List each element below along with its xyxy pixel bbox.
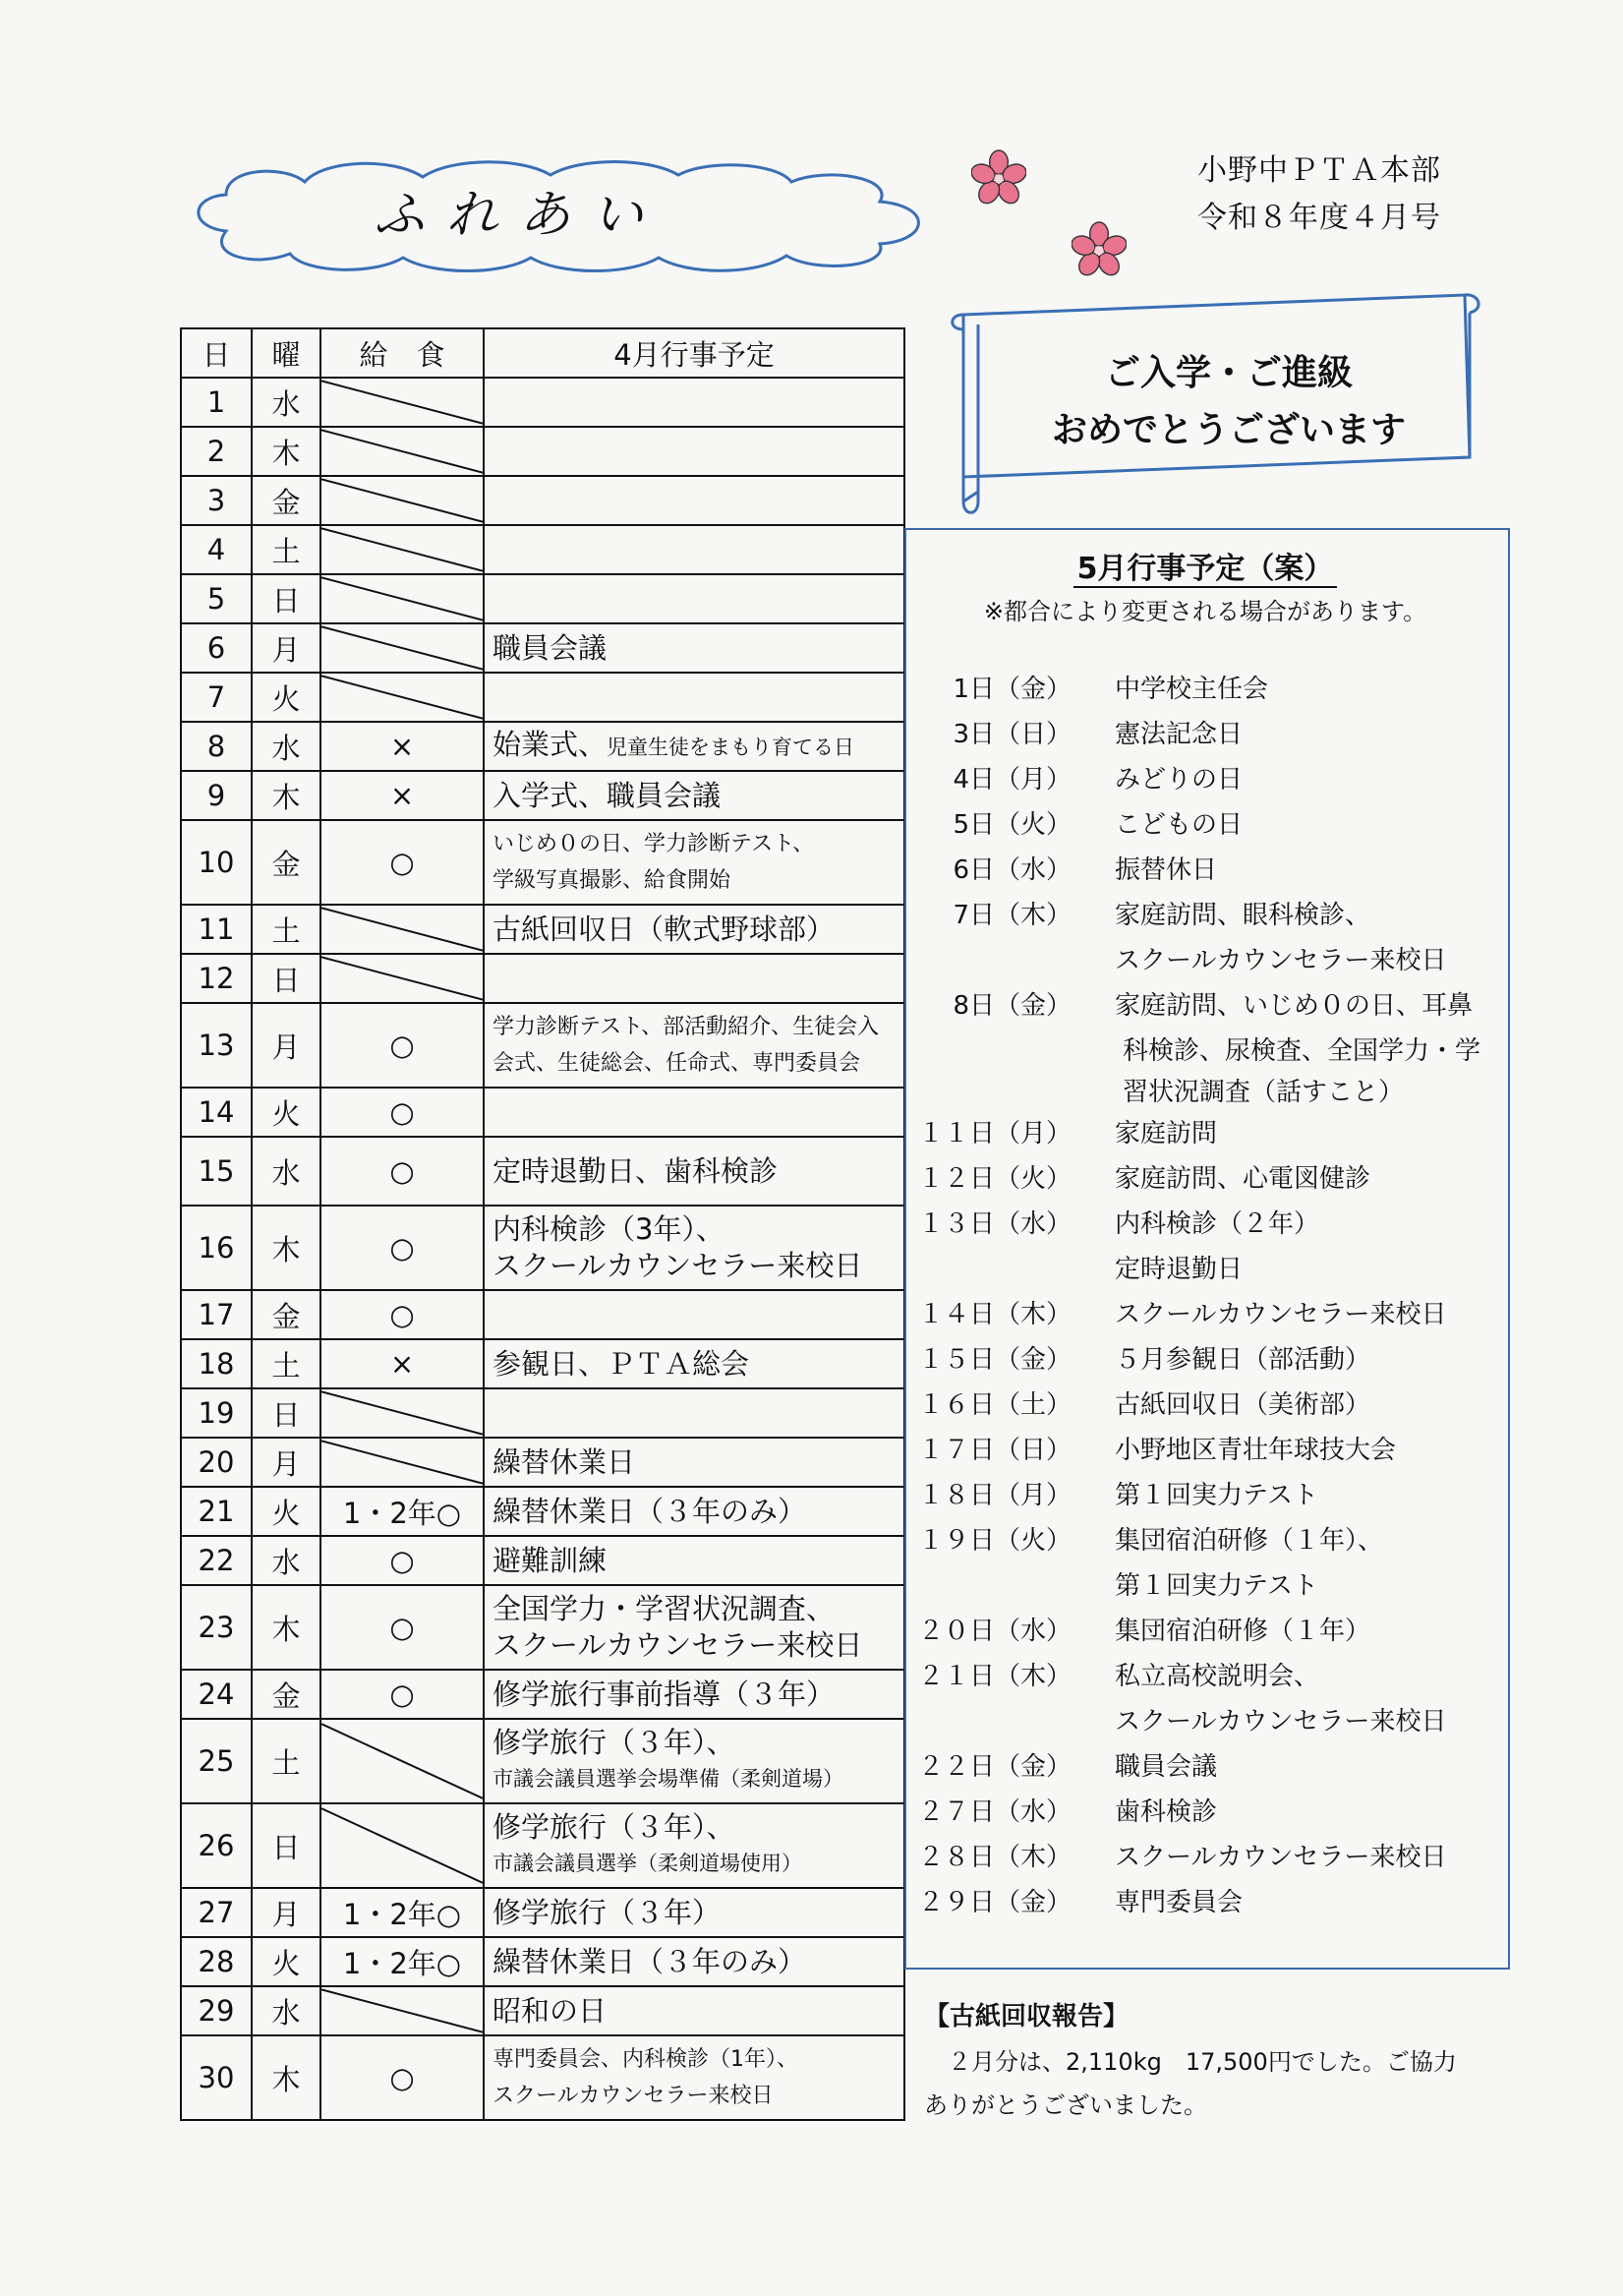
day-cell: 12	[181, 954, 252, 1003]
no-lunch-slash	[321, 906, 483, 953]
event-cell	[484, 820, 904, 905]
table-row	[181, 1137, 904, 1206]
may-event-item	[914, 1158, 1370, 1195]
may-event-text: こどもの日	[1115, 810, 1244, 840]
event-cell	[484, 1719, 904, 1803]
may-event-item	[914, 759, 1243, 795]
table-row	[181, 1585, 904, 1670]
event-line: いじめ０の日、学力診断テスト、	[493, 832, 815, 856]
day-cell: 26	[181, 1803, 252, 1888]
event-cell	[484, 1088, 904, 1137]
weekday-cell: 水	[252, 378, 320, 427]
may-event-date: １７日（日）	[917, 1436, 1072, 1465]
may-event-item	[914, 895, 1370, 931]
table-row	[181, 771, 904, 820]
day-cell: 24	[181, 1670, 252, 1719]
lunch-cell: ○	[320, 1137, 484, 1206]
no-lunch-slash	[321, 428, 483, 475]
table-row	[181, 1438, 904, 1487]
event-line: 繰替休業日（３年のみ）	[493, 1494, 807, 1528]
no-lunch-slash	[321, 624, 483, 672]
table-row	[181, 378, 904, 427]
event-line: 内科検診（3年）、	[493, 1212, 725, 1246]
weekday-cell: 金	[252, 476, 320, 525]
event-cell	[484, 905, 904, 954]
day-cell: 2	[181, 427, 252, 476]
table-row	[181, 1986, 904, 2035]
event-cell	[484, 2035, 904, 2120]
header-lunch: 給 食	[320, 328, 484, 378]
no-lunch-slash	[321, 379, 483, 426]
event-cell	[484, 1986, 904, 2035]
table-row	[181, 1290, 904, 1339]
table-row	[181, 1339, 904, 1388]
lunch-cell	[320, 673, 484, 722]
event-cell	[484, 1585, 904, 1670]
may-event-text: スクールカウンセラー来校日	[1115, 1843, 1447, 1872]
event-cell	[484, 1339, 904, 1388]
day-cell: 30	[181, 2035, 252, 2120]
lunch-cell: ○	[320, 2035, 484, 2120]
may-event-item	[914, 1113, 1217, 1149]
weekday-cell: 水	[252, 1986, 320, 2035]
event-line: 修学旅行（３年）、	[493, 1726, 735, 1759]
weekday-cell: 木	[252, 427, 320, 476]
table-row	[181, 1487, 904, 1536]
may-event-continuation: 科検診、尿検査、全国学力・学	[1123, 1036, 1481, 1066]
may-event-date: １５日（金）	[917, 1345, 1072, 1375]
event-line: スクールカウンセラー来校日	[493, 1628, 863, 1662]
header-events: 4月行事予定	[484, 328, 904, 378]
table-row	[181, 1388, 904, 1438]
may-event-date: １９日（火）	[917, 1526, 1072, 1556]
weekday-cell: 月	[252, 1438, 320, 1487]
lunch-cell: ×	[320, 1339, 484, 1388]
event-line: スクールカウンセラー来校日	[493, 1249, 863, 1282]
april-schedule-table	[180, 327, 905, 2121]
may-event-date: ２０日（水）	[917, 1617, 1072, 1646]
org-block	[1197, 147, 1441, 242]
day-cell: 27	[181, 1888, 252, 1937]
weekday-cell: 金	[252, 1290, 320, 1339]
event-line: 避難訓練	[493, 1543, 608, 1577]
day-cell: 19	[181, 1388, 252, 1438]
may-event-item	[914, 804, 1243, 841]
lunch-cell: 1・2年○	[320, 1487, 484, 1536]
event-cell	[484, 1290, 904, 1339]
may-event-text: 内科検診（２年）	[1115, 1209, 1320, 1239]
weekday-cell: 土	[252, 1719, 320, 1803]
event-cell	[484, 378, 904, 427]
table-row	[181, 1888, 904, 1937]
table-row	[181, 673, 904, 722]
table-row	[181, 476, 904, 525]
may-event-date: 5日（火）	[953, 810, 1072, 840]
no-lunch-slash	[321, 1804, 483, 1887]
table-row	[181, 623, 904, 673]
lunch-cell: ×	[320, 722, 484, 771]
may-title	[904, 544, 1506, 587]
lunch-cell: 1・2年○	[320, 1888, 484, 1937]
may-event-date: 7日（木）	[953, 901, 1072, 930]
event-line: 定時退勤日、歯科検診	[493, 1153, 779, 1188]
may-event-item	[914, 1520, 1383, 1557]
weekday-cell: 土	[252, 905, 320, 954]
event-line: 始業式、	[493, 728, 608, 761]
may-event-text: 古紙回収日（美術部）	[1115, 1390, 1371, 1420]
event-cell	[484, 954, 904, 1003]
may-event-date: ２９日（金）	[917, 1888, 1072, 1917]
event-cell	[484, 1438, 904, 1487]
day-cell: 23	[181, 1585, 252, 1670]
weekday-cell: 水	[252, 1137, 320, 1206]
may-event-text: 私立高校説明会、	[1115, 1662, 1320, 1691]
event-line: 修学旅行事前指導（３年）	[493, 1677, 836, 1711]
may-event-text: スクールカウンセラー来校日	[1115, 1300, 1447, 1329]
may-event-date: １１日（月）	[917, 1119, 1072, 1148]
no-lunch-slash	[321, 526, 483, 573]
lunch-cell: ○	[320, 1585, 484, 1670]
weekday-cell: 日	[252, 574, 320, 623]
day-cell: 3	[181, 476, 252, 525]
no-lunch-slash	[321, 674, 483, 721]
may-event-text: 振替休日	[1115, 855, 1218, 885]
april-schedule-body	[181, 378, 904, 2120]
lunch-cell: ○	[320, 1536, 484, 1585]
may-event-text: 小野地区青壮年球技大会	[1115, 1436, 1397, 1465]
may-event-date: １４日（木）	[917, 1300, 1072, 1329]
may-event-text: 歯科検診	[1115, 1797, 1218, 1827]
may-event-item	[914, 1746, 1217, 1783]
table-row	[181, 722, 904, 771]
table-row	[181, 1719, 904, 1803]
no-lunch-slash	[321, 1720, 483, 1802]
weekday-cell: 火	[252, 1088, 320, 1137]
may-event-item	[914, 1837, 1446, 1873]
weekday-cell: 火	[252, 1937, 320, 1986]
weekday-cell: 水	[252, 722, 320, 771]
cherry-blossom-icon	[1072, 221, 1127, 276]
may-event-continuation: 定時退勤日	[1115, 1255, 1244, 1284]
may-event-text: 家庭訪問、眼科検診、	[1115, 901, 1371, 930]
may-event-date: ２２日（金）	[917, 1752, 1072, 1782]
greeting-text	[1022, 344, 1435, 458]
event-line: 学級写真撮影、給食開始	[493, 868, 731, 893]
may-event-text: 集団宿泊研修（１年）	[1115, 1617, 1371, 1646]
greeting-line-2: おめでとうございます	[1051, 409, 1406, 450]
lunch-cell: 1・2年○	[320, 1937, 484, 1986]
may-event-text: 憲法記念日	[1115, 720, 1244, 749]
lunch-cell	[320, 525, 484, 574]
day-cell: 14	[181, 1088, 252, 1137]
event-line: 学力診断テスト、部活動紹介、生徒会入	[493, 1015, 880, 1039]
weekday-cell: 月	[252, 1003, 320, 1088]
paper-report-title: 【古紙回収報告】	[924, 2002, 1130, 2031]
may-event-item	[914, 714, 1243, 750]
day-cell: 22	[181, 1536, 252, 1585]
weekday-cell: 金	[252, 1670, 320, 1719]
may-event-item	[914, 985, 1473, 1022]
may-event-text: 専門委員会	[1115, 1888, 1244, 1917]
may-event-item	[914, 1204, 1319, 1240]
table-row	[181, 1670, 904, 1719]
day-cell: 8	[181, 722, 252, 771]
lunch-cell: ×	[320, 771, 484, 820]
day-cell: 5	[181, 574, 252, 623]
weekday-cell: 木	[252, 771, 320, 820]
lunch-cell	[320, 427, 484, 476]
table-row	[181, 427, 904, 476]
may-event-item	[914, 1792, 1217, 1828]
may-event-item	[914, 1430, 1396, 1466]
cherry-blossom-icon	[971, 149, 1026, 205]
event-line: スクールカウンセラー来校日	[493, 2084, 774, 2108]
may-event-date: 1日（金）	[953, 675, 1072, 704]
may-event-date: 4日（月）	[953, 765, 1072, 795]
may-event-continuation: スクールカウンセラー来校日	[1115, 1707, 1447, 1737]
weekday-cell: 日	[252, 1803, 320, 1888]
greeting-line-1: ご入学・ご進級	[1104, 352, 1353, 393]
day-cell: 10	[181, 820, 252, 905]
lunch-cell	[320, 574, 484, 623]
day-cell: 21	[181, 1487, 252, 1536]
may-event-date: 8日（金）	[953, 991, 1072, 1021]
event-cell	[484, 1206, 904, 1290]
may-event-text: 家庭訪問、心電図健診	[1115, 1164, 1371, 1194]
lunch-cell: ○	[320, 1206, 484, 1290]
event-cell	[484, 427, 904, 476]
event-cell	[484, 476, 904, 525]
event-line: 全国学力・学習状況調査、	[493, 1592, 836, 1625]
table-row	[181, 1003, 904, 1088]
event-cell	[484, 1937, 904, 1986]
may-event-item	[914, 1294, 1446, 1330]
event-cell	[484, 1888, 904, 1937]
may-event-text: ５月参観日（部活動）	[1115, 1345, 1371, 1375]
table-row	[181, 1937, 904, 1986]
lunch-cell	[320, 954, 484, 1003]
may-event-date: １６日（土）	[917, 1390, 1072, 1420]
may-event-text: 集団宿泊研修（１年）、	[1115, 1526, 1384, 1556]
event-cell	[484, 525, 904, 574]
day-cell: 16	[181, 1206, 252, 1290]
event-cell	[484, 1487, 904, 1536]
weekday-cell: 火	[252, 673, 320, 722]
no-lunch-slash	[321, 955, 483, 1002]
event-line: 修学旅行（３年）、	[493, 1810, 735, 1844]
lunch-cell	[320, 623, 484, 673]
may-event-text: みどりの日	[1115, 765, 1244, 795]
paper-report-text: ２月分は、2,110kg 17,500円でした。ご協力ありがとうございました。	[924, 2048, 1457, 2119]
may-note: ※都合により変更される場合があります。	[983, 598, 1427, 625]
no-lunch-slash	[321, 1389, 483, 1437]
may-event-date: 3日（日）	[953, 720, 1072, 749]
event-line: 専門委員会、内科検診（1年）、	[493, 2047, 798, 2072]
event-cell	[484, 722, 904, 771]
no-lunch-slash	[321, 1987, 483, 2034]
event-line: 会式、生徒総会、任命式、専門委員会	[493, 1051, 861, 1076]
day-cell: 6	[181, 623, 252, 673]
may-event-item	[914, 850, 1217, 886]
event-line-small: 児童生徒をまもり育てる日	[607, 736, 855, 759]
event-line: 昭和の日	[493, 1993, 608, 2028]
event-cell	[484, 574, 904, 623]
event-line: 繰替休業日（３年のみ）	[493, 1944, 807, 1978]
lunch-cell	[320, 1388, 484, 1438]
org-name: 小野中ＰＴＡ本部	[1197, 153, 1441, 188]
may-event-date: ２８日（木）	[917, 1843, 1072, 1872]
lunch-cell	[320, 905, 484, 954]
day-cell: 29	[181, 1986, 252, 2035]
may-event-item	[914, 1656, 1319, 1692]
may-title-text: 5月行事予定（案）	[1073, 552, 1338, 588]
table-row	[181, 574, 904, 623]
event-cell	[484, 673, 904, 722]
event-cell	[484, 1388, 904, 1438]
event-line: 入学式、職員会議	[493, 778, 722, 812]
lunch-cell	[320, 1438, 484, 1487]
weekday-cell: 日	[252, 954, 320, 1003]
header-day: 日	[181, 328, 252, 378]
weekday-cell: 月	[252, 1888, 320, 1937]
event-line: 参観日、ＰＴＡ総会	[493, 1346, 750, 1381]
weekday-cell: 土	[252, 525, 320, 574]
weekday-cell: 金	[252, 820, 320, 905]
day-cell: 17	[181, 1290, 252, 1339]
no-lunch-slash	[321, 575, 483, 622]
may-event-item	[914, 669, 1268, 705]
may-event-date: 6日（水）	[953, 855, 1072, 885]
may-event-continuation: 第１回実力テスト	[1115, 1571, 1318, 1601]
issue-label: 令和８年度４月号	[1197, 201, 1441, 235]
may-event-text: 家庭訪問	[1115, 1119, 1218, 1148]
table-row	[181, 1088, 904, 1137]
may-event-text: 職員会議	[1115, 1752, 1218, 1782]
weekday-cell: 木	[252, 2035, 320, 2120]
day-cell: 13	[181, 1003, 252, 1088]
may-event-item	[914, 1475, 1318, 1511]
day-cell: 25	[181, 1719, 252, 1803]
weekday-cell: 月	[252, 623, 320, 673]
weekday-cell: 水	[252, 1536, 320, 1585]
may-event-date: １８日（月）	[917, 1481, 1072, 1510]
event-cell	[484, 1137, 904, 1206]
no-lunch-slash	[321, 1439, 483, 1486]
may-event-date: １３日（水）	[917, 1209, 1072, 1239]
weekday-cell: 火	[252, 1487, 320, 1536]
event-cell	[484, 1536, 904, 1585]
table-row	[181, 525, 904, 574]
event-line-small: 市議会議員選挙（柔剣道場使用）	[493, 1852, 802, 1875]
event-cell	[484, 1803, 904, 1888]
lunch-cell	[320, 378, 484, 427]
day-cell: 7	[181, 673, 252, 722]
may-event-item	[914, 1882, 1243, 1918]
day-cell: 11	[181, 905, 252, 954]
day-cell: 28	[181, 1937, 252, 1986]
table-row	[181, 954, 904, 1003]
newsletter-title: ふれあい	[374, 186, 666, 245]
event-line: 修学旅行（３年）	[493, 1895, 722, 1929]
day-cell: 4	[181, 525, 252, 574]
table-row	[181, 1206, 904, 1290]
may-event-date: １２日（火）	[917, 1164, 1072, 1194]
event-cell	[484, 1003, 904, 1088]
may-event-item	[914, 1611, 1370, 1647]
lunch-cell: ○	[320, 1003, 484, 1088]
may-event-continuation: 習状況調査（話すこと）	[1123, 1078, 1405, 1107]
may-event-text: 第１回実力テスト	[1115, 1481, 1318, 1510]
table-row	[181, 1803, 904, 1888]
table-row	[181, 2035, 904, 2120]
event-line: 繰替休業日	[493, 1444, 636, 1479]
weekday-cell: 木	[252, 1585, 320, 1670]
header-weekday: 曜	[252, 328, 320, 378]
may-event-item	[914, 1384, 1370, 1421]
event-cell	[484, 1670, 904, 1719]
day-cell: 20	[181, 1438, 252, 1487]
table-row	[181, 1536, 904, 1585]
lunch-cell: ○	[320, 1290, 484, 1339]
lunch-cell	[320, 1986, 484, 2035]
event-line: 職員会議	[493, 630, 608, 665]
event-cell	[484, 623, 904, 673]
lunch-cell	[320, 1803, 484, 1888]
table-row	[181, 905, 904, 954]
day-cell: 18	[181, 1339, 252, 1388]
lunch-cell	[320, 476, 484, 525]
table-row	[181, 820, 904, 905]
lunch-cell: ○	[320, 1670, 484, 1719]
table-header-row	[181, 328, 904, 378]
event-line: 古紙回収日（軟式野球部）	[493, 912, 836, 946]
may-event-item	[914, 1339, 1370, 1376]
weekday-cell: 日	[252, 1388, 320, 1438]
may-event-date: ２７日（水）	[917, 1797, 1072, 1827]
weekday-cell: 土	[252, 1339, 320, 1388]
day-cell: 1	[181, 378, 252, 427]
day-cell: 15	[181, 1137, 252, 1206]
no-lunch-slash	[321, 477, 483, 524]
event-line-small: 市議会議員選挙会場準備（柔剣道場）	[493, 1767, 843, 1791]
lunch-cell	[320, 1719, 484, 1803]
may-event-text: 家庭訪問、いじめ０の日、耳鼻	[1115, 991, 1474, 1021]
day-cell: 9	[181, 771, 252, 820]
lunch-cell: ○	[320, 820, 484, 905]
may-event-continuation: スクールカウンセラー来校日	[1115, 946, 1447, 975]
may-event-text: 中学校主任会	[1115, 675, 1269, 704]
weekday-cell: 木	[252, 1206, 320, 1290]
event-cell	[484, 771, 904, 820]
may-event-date: ２１日（木）	[917, 1662, 1072, 1691]
lunch-cell: ○	[320, 1088, 484, 1137]
